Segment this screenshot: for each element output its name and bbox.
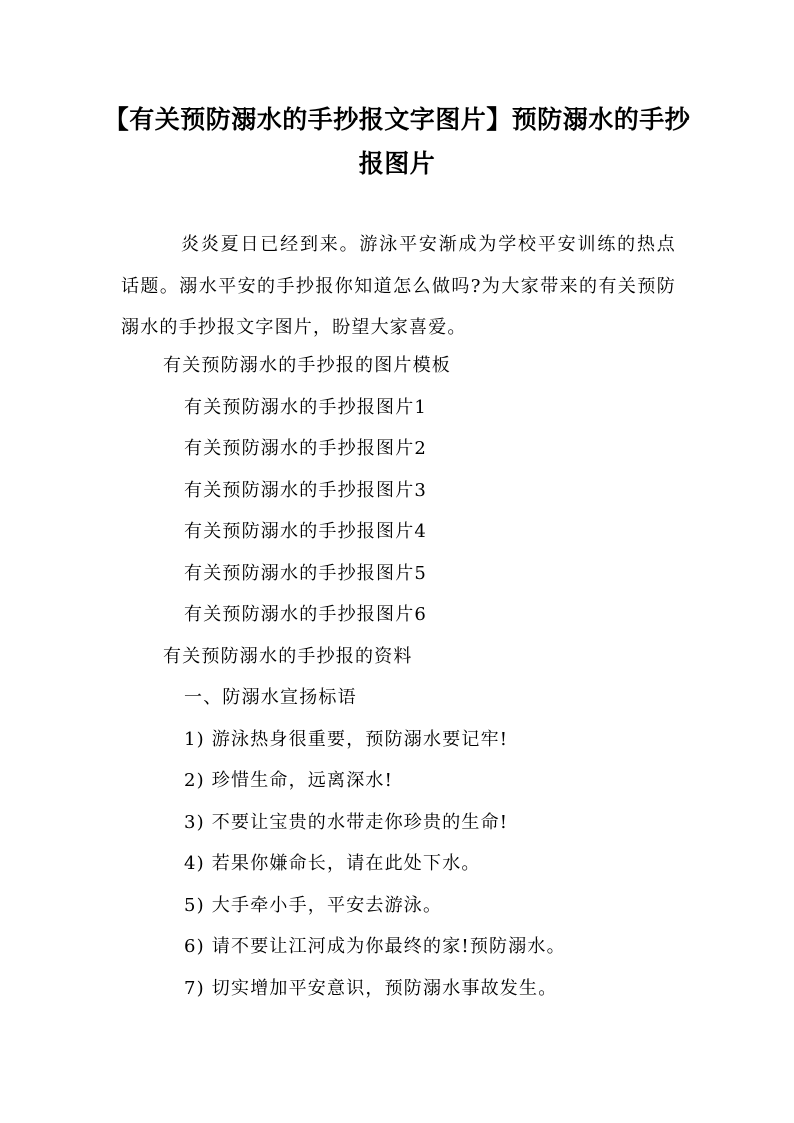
picture-item: 有关预防溺水的手抄报图片5 xyxy=(184,563,428,584)
section-heading-picture-templates: 有关预防溺水的手抄报的图片模板 xyxy=(163,355,451,376)
picture-item: 有关预防溺水的手抄报图片1 xyxy=(184,397,428,418)
picture-item: 有关预防溺水的手抄报图片6 xyxy=(184,604,428,625)
subsection-heading-slogans: 一、防溺水宣扬标语 xyxy=(184,687,357,708)
slogan-item: 1) 游泳热身很重要，预防溺水要记牢! xyxy=(184,729,509,750)
section-heading-materials: 有关预防溺水的手抄报的资料 xyxy=(163,646,413,667)
document-title: 【有关预防溺水的手抄报文字图片】预防溺水的手抄报图片 xyxy=(103,105,691,178)
slogan-item: 3) 不要让宝贵的水带走你珍贵的生命! xyxy=(184,812,509,833)
picture-item: 有关预防溺水的手抄报图片4 xyxy=(184,521,428,542)
slogan-item: 4) 若果你嫌命长，请在此处下水。 xyxy=(184,853,481,874)
slogan-item: 2) 珍惜生命，远离深水! xyxy=(184,770,394,791)
picture-item: 有关预防溺水的手抄报图片2 xyxy=(184,438,428,459)
slogan-item: 6) 请不要让江河成为你最终的家!预防溺水。 xyxy=(184,936,566,957)
slogan-item: 7) 切实增加平安意识，预防溺水事故发生。 xyxy=(184,978,558,999)
slogan-item: 5) 大手牵小手，平安去游泳。 xyxy=(184,895,443,916)
intro-paragraph: 炎炎夏日已经到来。游泳平安渐成为学校平安训练的热点话题。溺水平安的手抄报你知道怎么做吗?为大家带来的有关预防溺水的手抄报文字图片，盼望大家喜爱。 xyxy=(121,234,676,338)
picture-item: 有关预防溺水的手抄报图片3 xyxy=(184,480,428,501)
